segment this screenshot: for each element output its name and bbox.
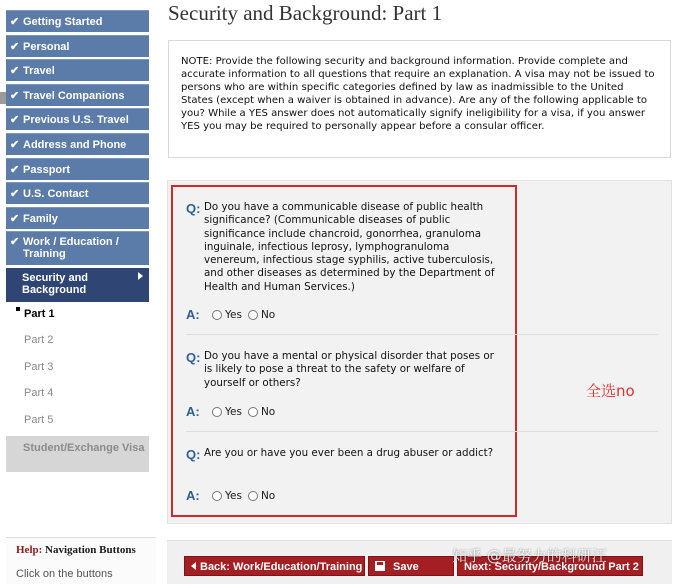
- note-box: [168, 40, 671, 158]
- answer-row: [186, 404, 281, 419]
- watermark: 知乎 @最努力的科研汪: [452, 547, 607, 565]
- answer-label: A:: [186, 404, 200, 419]
- chevron-right-icon: [138, 272, 143, 280]
- sidebar-subitem-part-4: [6, 381, 149, 407]
- help-title: [16, 544, 136, 556]
- no-label: No: [260, 308, 276, 321]
- answer-yes-option[interactable]: [212, 309, 242, 321]
- answer-no-option[interactable]: [248, 406, 275, 418]
- yes-radio[interactable]: [212, 310, 222, 320]
- sidebar-item-getting-started[interactable]: [6, 10, 149, 32]
- answer-no-option[interactable]: [248, 309, 275, 321]
- answer-yes-option[interactable]: [212, 406, 242, 418]
- question-label: Q:: [186, 447, 201, 462]
- sidebar-item-label: Passport: [23, 163, 71, 176]
- no-label: No: [260, 489, 276, 502]
- question-text: Do you have a communicable disease of public health significance? (Communicable diseases of public significance include chancroid, gonorrhea, granuloma inguinale, infectious leprosy, lymphogranuloma venereum, infectious stage syphilis, active tuberculosis, and other diseases as determined by the Department of Health and Human Services.): [204, 201, 495, 293]
- sidebar-item-us-contact[interactable]: [6, 182, 149, 204]
- question-text: Do you have a mental or physical disorder that poses or is likely to pose a threat to the safety or welfare of yourself or others?: [204, 350, 494, 389]
- sidebar-subitem-part-1[interactable]: [6, 302, 149, 328]
- subitem-label: Part 1: [24, 307, 55, 320]
- sidebar-item-label: Personal: [23, 40, 70, 53]
- check-icon: ✔: [10, 138, 20, 151]
- help-text: Click on the buttons: [16, 568, 113, 580]
- yes-label: Yes: [225, 405, 242, 418]
- question-1: [186, 201, 658, 327]
- note-text: NOTE: Provide the following security and background information. Provide complete and accurate information to all questions that require an explanation. A visa may not be issued to persons who are within specific categories defined by law as inadmissible to the United States (except when a waiver is obtained in advance). Are any of the following applicable to you? While a YES answer does not automatically signify ineligibility for a visa, if you answer YES you may be required to personally appear before a consular officer.: [181, 56, 655, 133]
- sidebar-subitem-part-5: [6, 408, 149, 434]
- check-icon: ✔: [10, 16, 20, 28]
- sidebar-item-label: Travel: [23, 65, 55, 78]
- yes-label: Yes: [225, 308, 242, 321]
- question-label: Q:: [186, 201, 201, 216]
- answer-label: A:: [186, 488, 200, 503]
- sidebar-subitem-part-2: [6, 328, 149, 354]
- question-divider: [186, 334, 658, 335]
- question-divider: [186, 431, 658, 432]
- help-title-text: Navigation Buttons: [45, 544, 136, 556]
- arrow-left-icon: [191, 562, 196, 570]
- back-button-label: Back: Work/Education/Training: [200, 561, 363, 573]
- sidebar-item-travel[interactable]: [6, 59, 149, 81]
- sidebar-item-family[interactable]: [6, 207, 149, 229]
- sidebar-item-label: Student/Exchange Visa: [23, 441, 145, 454]
- help-prefix: Help:: [16, 544, 43, 556]
- help-panel: [6, 537, 156, 584]
- back-button[interactable]: [184, 556, 365, 576]
- save-button-label: Save: [393, 561, 419, 573]
- check-icon: ✔: [10, 65, 20, 78]
- yes-label: Yes: [225, 489, 242, 502]
- annotation-note: 全选no: [586, 382, 635, 400]
- question-text: Are you or have you ever been a drug abuser or addict?: [204, 447, 494, 459]
- sidebar-item-student-exchange: [6, 436, 149, 472]
- sidebar-item-label: Travel Companions: [23, 89, 125, 102]
- no-radio[interactable]: [248, 491, 258, 501]
- answer-no-option[interactable]: [248, 490, 275, 502]
- sidebar-item-passport[interactable]: [6, 158, 149, 180]
- sidebar-item-previous-us-travel[interactable]: [6, 108, 149, 130]
- sidebar-item-label: Getting Started: [23, 16, 103, 28]
- check-icon: ✔: [10, 114, 20, 127]
- no-label: No: [260, 405, 276, 418]
- yes-radio[interactable]: [212, 407, 222, 417]
- check-icon: ✔: [10, 236, 20, 249]
- sidebar-item-security-background[interactable]: [6, 268, 149, 302]
- sidebar-nav: [6, 10, 149, 472]
- sidebar-item-label: Address and Phone: [23, 138, 127, 151]
- answer-yes-option[interactable]: [212, 490, 242, 502]
- no-radio[interactable]: [248, 407, 258, 417]
- check-icon: ✔: [10, 212, 20, 225]
- sidebar-item-label: Family: [23, 212, 58, 225]
- answer-row: [186, 307, 281, 322]
- save-disk-icon: [375, 561, 385, 571]
- question-3: [186, 447, 658, 507]
- sidebar-item-label: Work / Education / Training: [23, 236, 119, 261]
- subitem-label: Part 2: [24, 334, 54, 347]
- yes-radio[interactable]: [212, 491, 222, 501]
- next-button-label: Next: Security/Background Part 2: [464, 561, 639, 573]
- save-button[interactable]: [368, 556, 454, 576]
- sidebar-item-address-phone[interactable]: [6, 133, 149, 155]
- current-marker-icon: [16, 307, 20, 311]
- sidebar-item-label: U.S. Contact: [23, 188, 89, 201]
- sidebar-item-personal[interactable]: [6, 35, 149, 57]
- question-label: Q:: [186, 350, 201, 365]
- sidebar-item-label: Security and Background: [22, 271, 89, 296]
- subitem-label: Part 3: [24, 360, 54, 373]
- subitem-label: Part 4: [24, 387, 54, 400]
- no-radio[interactable]: [248, 310, 258, 320]
- subitem-label: Part 5: [24, 413, 54, 426]
- check-icon: ✔: [10, 40, 20, 53]
- sidebar-item-work-education[interactable]: [6, 231, 149, 265]
- sidebar-item-label: Previous U.S. Travel: [23, 114, 129, 127]
- sidebar-item-travel-companions[interactable]: [6, 84, 149, 106]
- answer-row: [186, 488, 281, 503]
- answer-label: A:: [186, 307, 200, 322]
- page-title: Security and Background: Part 1: [168, 1, 443, 25]
- sidebar-subitem-part-3: [6, 355, 149, 381]
- check-icon: ✔: [10, 163, 20, 176]
- check-icon: ✔: [10, 188, 20, 201]
- check-icon: ✔: [10, 89, 20, 102]
